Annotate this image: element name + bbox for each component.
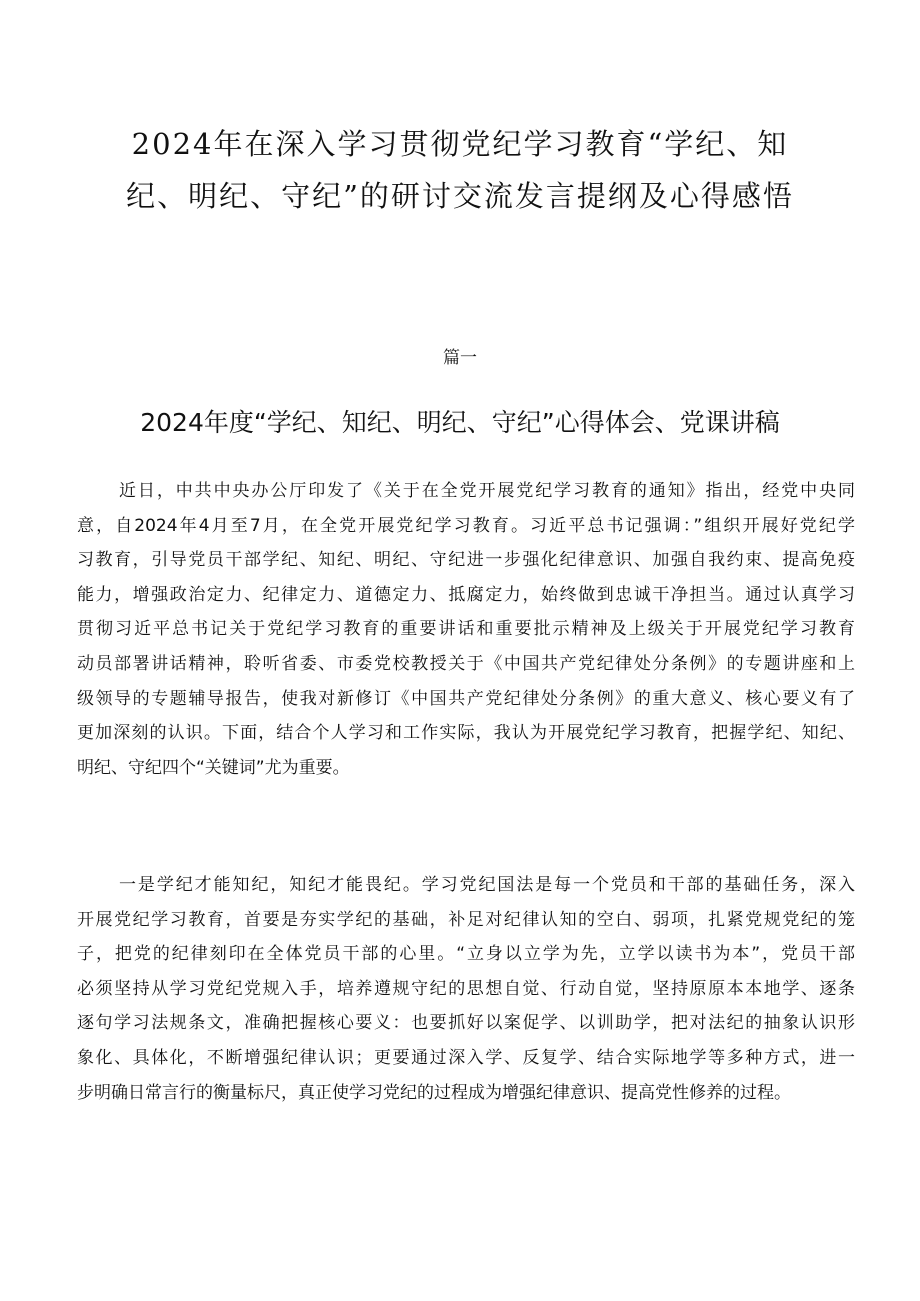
paragraph-line: 习教育，引导党员干部学纪、知纪、明纪、守纪进一步强化纪律意识、加强自我约束、提高免疫 <box>77 550 855 571</box>
paragraph-line: 必须坚持从学习党纪党规入手，培养遵规守纪的思想自觉、行动自觉，坚持原原本本地学、逐条 <box>77 978 855 999</box>
title-line-2: 纪、明纪、守纪”的研讨交流发言提纲及心得感悟 <box>126 179 794 213</box>
section-label: 篇一 <box>443 348 477 368</box>
body-paragraph-1 <box>77 474 855 785</box>
paragraph-line: 动员部署讲话精神，聆听省委、市委党校教授关于《中国共产党纪律处分条例》的专题讲座和上 <box>77 653 855 674</box>
paragraph-line: 贯彻习近平总书记关于党纪学习教育的重要讲话和重要批示精神及上级关于开展党纪学习教育 <box>77 619 855 640</box>
paragraph-line: 步明确日常言行的衡量标尺，真正使学习党纪的过程成为增强纪律意识、提高党性修养的过程。 <box>77 1082 791 1103</box>
paragraph-line: 级领导的专题辅导报告，使我对新修订《中国共产党纪律处分条例》的重大意义、核心要义有了 <box>77 688 855 709</box>
paragraph-line: 更加深刻的认识。下面，结合个人学习和工作实际，我认为开展党纪学习教育，把握学纪、知纪、 <box>77 723 855 744</box>
paragraph-line: 象化、具体化，不断增强纪律认识；更要通过深入学、反复学、结合实际地学等多种方式，进一 <box>77 1047 855 1068</box>
paragraph-line: 近日，中共中央办公厅印发了《关于在全党开展党纪学习教育的通知》指出，经党中央同 <box>119 481 855 501</box>
title-line-1: 2024年在深入学习贯彻党纪学习教育“学纪、知 <box>131 127 789 161</box>
paragraph-line: 开展党纪学习教育，首要是夯实学纪的基础，补足对纪律认知的空白、弱项，扎紧党规党纪的笼 <box>77 909 855 930</box>
paragraph-line: 意，自2024年4月至7月，在全党开展党纪学习教育。习近平总书记强调：”组织开展好党纪学 <box>77 515 855 536</box>
paragraph-line: 逐句学习法规条文，准确把握核心要义：也要抓好以案促学、以训助学，把对法纪的抽象认识形 <box>77 1013 855 1034</box>
paragraph-line: 一是学纪才能知纪，知纪才能畏纪。学习党纪国法是每一个党员和干部的基础任务，深入 <box>119 875 855 895</box>
paragraph-line: 明纪、守纪四个“关键词”尤为重要。 <box>77 757 350 778</box>
document-title <box>100 118 820 222</box>
paragraph-line: 子，把党的纪律刻印在全体党员干部的心里。“立身以立学为先，立学以读书为本”，党员干部 <box>77 944 855 965</box>
body-paragraph-2 <box>77 868 855 1110</box>
section-heading: 2024年度“学纪、知纪、明纪、守纪”心得体会、党课讲稿 <box>140 408 780 437</box>
paragraph-line: 能力，增强政治定力、纪律定力、道德定力、抵腐定力，始终做到忠诚干净担当。通过认真学习 <box>77 584 855 605</box>
